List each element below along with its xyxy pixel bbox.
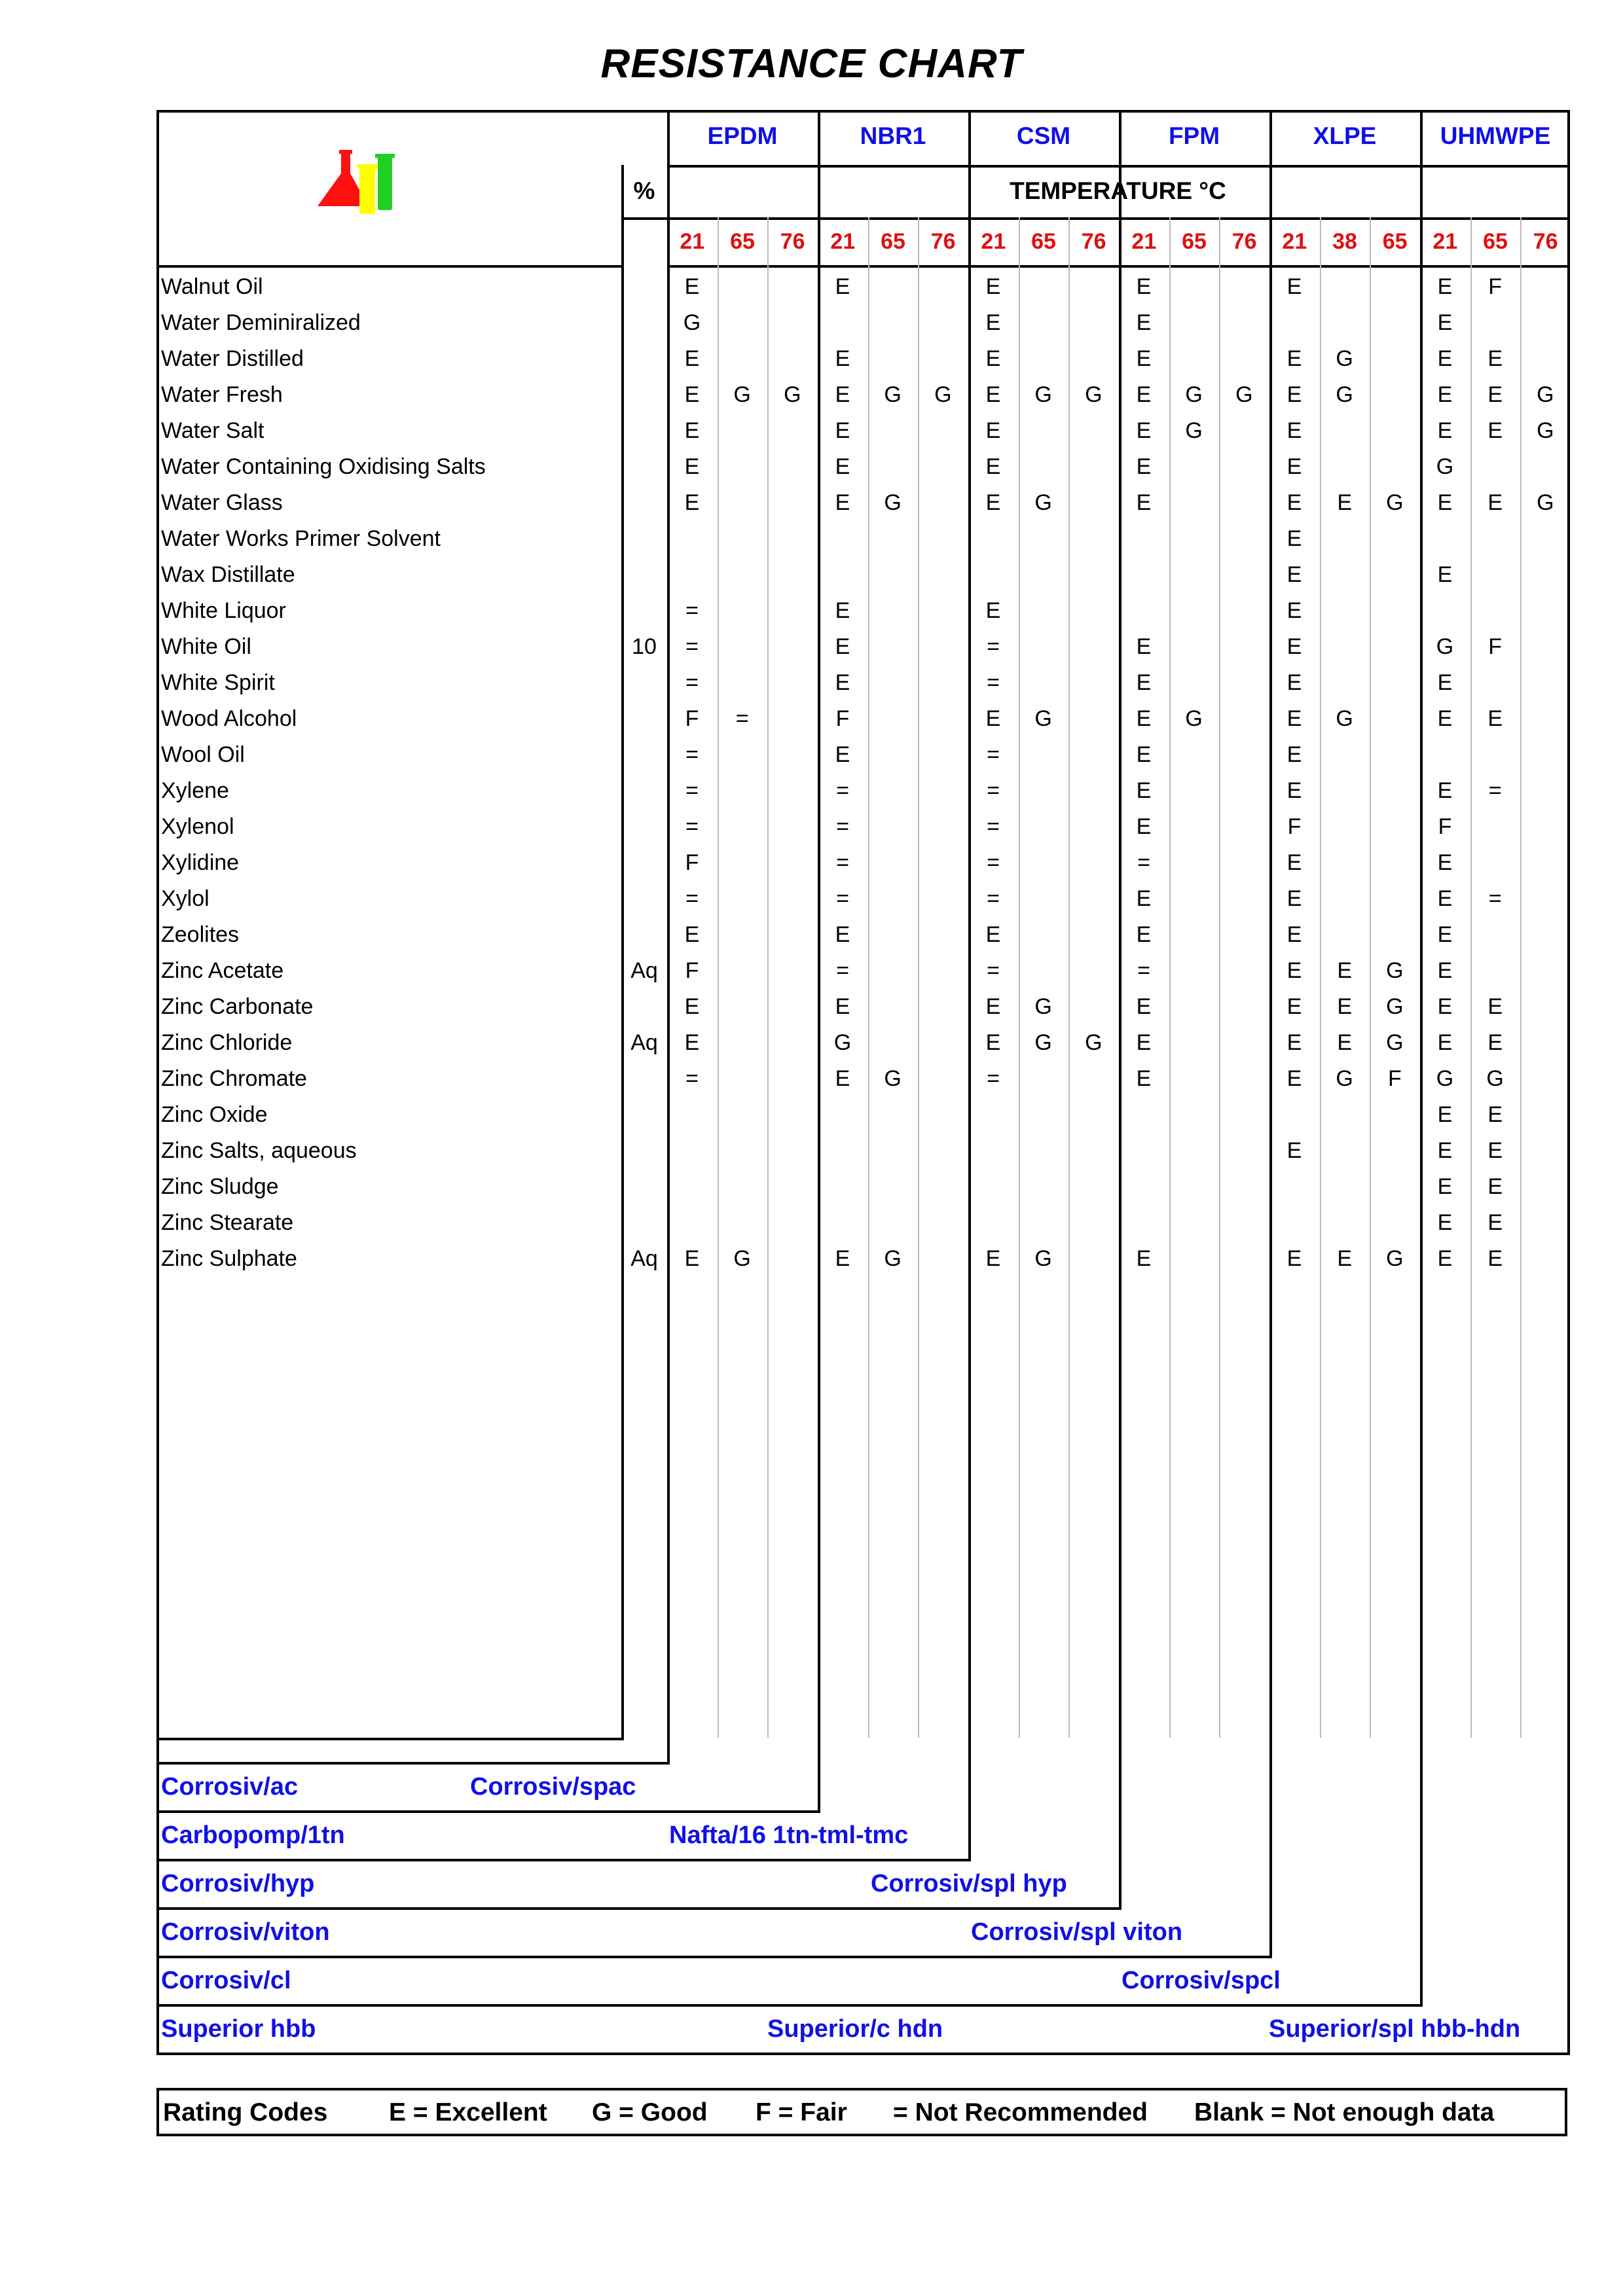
rating-cell: E — [1437, 562, 1453, 587]
rating-cell: G — [683, 310, 701, 335]
rating-cell: = — [735, 706, 749, 731]
rating-cell: E — [684, 382, 700, 407]
rating-cell: G — [1537, 382, 1554, 407]
temperature-label: 76 — [1081, 229, 1106, 254]
rating-cell: G — [1386, 994, 1404, 1019]
rating-cell: E — [835, 634, 850, 659]
rating-cell: E — [1136, 814, 1152, 839]
rating-cell: E — [1286, 850, 1302, 875]
rating-cell: E — [835, 418, 850, 443]
rating-cell: E — [1286, 1138, 1302, 1163]
rating-cell: E — [835, 742, 850, 767]
rating-cell: E — [1136, 418, 1152, 443]
chemical-name: Xylol — [161, 886, 210, 911]
rating-cell: E — [1286, 490, 1302, 515]
temperature-label: 21 — [981, 229, 1006, 254]
rating-cell: E — [1437, 274, 1453, 299]
rating-cell: = — [987, 886, 1000, 911]
rating-cell: E — [985, 1030, 1001, 1055]
rating-cell: E — [985, 598, 1001, 623]
rating-cell: E — [1487, 1102, 1503, 1127]
chemical-name: Water Salt — [161, 418, 264, 443]
reference-code: Corrosiv/spcl — [1122, 1967, 1281, 1994]
rating-cell: E — [1437, 1174, 1453, 1199]
rating-cell: F — [1287, 814, 1302, 839]
rating-cell: E — [985, 706, 1001, 731]
rating-cell: = — [987, 1066, 1000, 1091]
rating-cell: G — [1034, 1030, 1052, 1055]
rating-cell: E — [1136, 670, 1152, 695]
rating-cell: G — [1034, 382, 1052, 407]
rating-cell: E — [1437, 1246, 1453, 1271]
rating-cell: E — [835, 994, 850, 1019]
rating-cell: E — [1136, 994, 1152, 1019]
chemical-name: Zinc Carbonate — [161, 994, 314, 1019]
rating-cell: E — [1487, 1138, 1503, 1163]
rating-cell: E — [1286, 778, 1302, 803]
rating-cell: = — [987, 958, 1000, 983]
temperature-header: TEMPERATURE °C — [1010, 177, 1226, 204]
rating-cell: F — [1488, 634, 1503, 659]
rating-cell: E — [985, 418, 1001, 443]
rating-cell: G — [884, 1066, 902, 1091]
rating-cell: G — [884, 1246, 902, 1271]
rating-cell: E — [1286, 994, 1302, 1019]
temperature-label: 76 — [780, 229, 805, 254]
rating-cell: E — [1337, 994, 1352, 1019]
rating-cell: E — [1437, 670, 1453, 695]
rating-codes-legend — [156, 2088, 1567, 2136]
chemical-name: Wool Oil — [161, 742, 245, 767]
chemical-name: Wax Distillate — [161, 562, 295, 587]
rating-cell: E — [1286, 1066, 1302, 1091]
concentration-value: Aq — [630, 1030, 658, 1055]
rating-cell: = — [1137, 850, 1150, 875]
reference-code: Corrosiv/spac — [470, 1773, 636, 1801]
rating-cell: E — [1286, 1030, 1302, 1055]
rating-cell: E — [1487, 490, 1503, 515]
rating-cell: E — [1286, 526, 1302, 551]
rating-cell: E — [684, 418, 700, 443]
rating-cell: = — [987, 742, 1000, 767]
rating-cell: E — [1437, 418, 1453, 443]
temperature-label: 65 — [1031, 229, 1056, 254]
rating-cell: E — [684, 274, 700, 299]
rating-cell: = — [836, 958, 849, 983]
rating-cell: = — [836, 886, 849, 911]
rating-cell: E — [985, 1246, 1001, 1271]
rule-line — [868, 217, 869, 1738]
rating-cell: E — [1286, 1246, 1302, 1271]
rule-line — [1019, 217, 1020, 1738]
rule-line — [1068, 217, 1070, 1738]
rating-cell: G — [1185, 382, 1203, 407]
rating-cell: G — [1486, 1066, 1504, 1091]
legend-not-recommended: = Not Recommended — [893, 2098, 1148, 2126]
rating-cell: G — [1336, 382, 1353, 407]
rating-cell: = — [836, 814, 849, 839]
rating-cell: E — [1286, 634, 1302, 659]
material-header-uhmwpe: UHMWPE — [1440, 122, 1551, 149]
rating-cell: F — [685, 958, 699, 983]
rating-cell: G — [1386, 1246, 1404, 1271]
rating-cell: E — [1437, 994, 1453, 1019]
rule-line — [621, 165, 624, 1738]
chemical-name: Zinc Chromate — [161, 1066, 307, 1091]
rating-cell: E — [985, 310, 1001, 335]
rating-cell: E — [1437, 1210, 1453, 1235]
rule-line — [767, 217, 769, 1738]
rating-cell: E — [1337, 490, 1352, 515]
rating-cell: E — [1136, 922, 1152, 947]
rating-cell: = — [987, 778, 1000, 803]
rating-cell: E — [1286, 562, 1302, 587]
rule-line — [156, 2004, 1423, 2007]
rating-cell: = — [1137, 958, 1150, 983]
rating-cell: = — [685, 670, 699, 695]
legend-fair: F = Fair — [756, 2098, 847, 2126]
rating-cell: G — [1436, 454, 1454, 479]
rating-cell: E — [1487, 706, 1503, 731]
rating-cell: = — [685, 598, 699, 623]
rating-cell: = — [685, 778, 699, 803]
chemical-name: Water Fresh — [161, 382, 283, 407]
page-title: RESISTANCE CHART — [600, 41, 1023, 86]
rule-line — [156, 1907, 1122, 1910]
rule-line — [156, 1859, 971, 1861]
chemical-name: Zinc Acetate — [161, 958, 284, 983]
chemical-name: Xylene — [161, 778, 229, 803]
rating-cell: E — [1437, 1138, 1453, 1163]
rating-cell: G — [733, 1246, 751, 1271]
rating-cell: E — [835, 490, 850, 515]
chemical-name: Zinc Stearate — [161, 1210, 294, 1235]
chemical-name: Walnut Oil — [161, 274, 263, 299]
legend-blank: Blank = Not enough data — [1194, 2098, 1495, 2126]
rating-cell: E — [684, 1246, 700, 1271]
rating-cell: E — [1286, 742, 1302, 767]
rating-cell: E — [1286, 670, 1302, 695]
rating-cell: = — [685, 634, 699, 659]
reference-code: Superior hbb — [161, 2015, 316, 2043]
rating-cell: F — [685, 706, 699, 731]
rating-cell: E — [1136, 886, 1152, 911]
rating-cell: E — [1487, 418, 1503, 443]
rating-cell: E — [1286, 922, 1302, 947]
rating-cell: G — [1085, 382, 1103, 407]
reference-code: Corrosiv/spl hyp — [871, 1870, 1067, 1897]
concentration-value: Aq — [630, 1246, 658, 1271]
rating-cell: G — [1185, 418, 1203, 443]
rating-cell: E — [1437, 706, 1453, 731]
rating-cell: G — [1336, 346, 1353, 371]
material-header-csm: CSM — [1016, 122, 1071, 149]
rating-cell: E — [1487, 382, 1503, 407]
rating-cell: G — [884, 382, 902, 407]
rating-cell: E — [1136, 1066, 1152, 1091]
rating-cell: F — [685, 850, 699, 875]
rating-cell: = — [685, 1066, 699, 1091]
rule-line — [718, 217, 719, 1738]
rating-cell: E — [1337, 1246, 1352, 1271]
rating-cell: E — [1286, 706, 1302, 731]
legend-good: G = Good — [592, 2098, 708, 2126]
rating-cell: E — [684, 1030, 700, 1055]
rating-cell: G — [1185, 706, 1203, 731]
rating-cell: G — [733, 382, 751, 407]
rating-cell: E — [1487, 994, 1503, 1019]
rating-cell: E — [1487, 346, 1503, 371]
rating-cell: G — [1085, 1030, 1103, 1055]
rating-cell: E — [1286, 454, 1302, 479]
chemical-name: Zinc Chloride — [161, 1030, 293, 1055]
chemical-name: White Liquor — [161, 598, 286, 623]
rating-cell: E — [1136, 706, 1152, 731]
rating-cell: E — [1437, 778, 1453, 803]
rating-cell: E — [1136, 742, 1152, 767]
rating-cell: E — [985, 382, 1001, 407]
rating-cell: G — [1034, 994, 1052, 1019]
chemical-name: White Oil — [161, 634, 251, 659]
rating-cell: E — [1286, 382, 1302, 407]
rating-cell: E — [1136, 634, 1152, 659]
rule-line — [156, 2053, 1570, 2055]
rating-cell: E — [835, 454, 850, 479]
reference-code: Superior/spl hbb-hdn — [1269, 2015, 1521, 2043]
chemical-name: Zinc Sulphate — [161, 1246, 297, 1271]
rating-cell: E — [1437, 346, 1453, 371]
rating-cell: = — [987, 814, 1000, 839]
rating-cell: G — [1537, 418, 1554, 443]
rating-cell: E — [1437, 1030, 1453, 1055]
reference-code: Corrosiv/spl viton — [971, 1918, 1183, 1946]
chemical-name: Zinc Oxide — [161, 1102, 268, 1127]
rating-cell: E — [1136, 274, 1152, 299]
rating-cell: G — [1386, 958, 1404, 983]
rating-cell: E — [684, 994, 700, 1019]
temperature-label: 65 — [1483, 229, 1508, 254]
rating-cell: G — [934, 382, 952, 407]
rating-cell: = — [685, 742, 699, 767]
rating-cell: G — [884, 490, 902, 515]
rating-cell: E — [1487, 1246, 1503, 1271]
chemical-name: Wood Alcohol — [161, 706, 297, 731]
rating-cell: E — [1437, 490, 1453, 515]
chemical-name: White Spirit — [161, 670, 275, 695]
rating-cell: E — [1286, 886, 1302, 911]
rating-cell: E — [684, 922, 700, 947]
rating-cell: E — [1286, 958, 1302, 983]
chemical-name: Water Distilled — [161, 346, 304, 371]
rating-cell: E — [684, 346, 700, 371]
rating-cell: G — [1386, 490, 1404, 515]
rating-cell: = — [836, 778, 849, 803]
rule-line — [156, 1810, 820, 1813]
rating-cell: E — [684, 454, 700, 479]
rating-cell: E — [1437, 850, 1453, 875]
legend-title: Rating Codes — [163, 2098, 328, 2126]
rule-line — [1219, 217, 1220, 1738]
rating-cell: E — [985, 274, 1001, 299]
rating-cell: E — [1437, 958, 1453, 983]
temperature-label: 38 — [1332, 229, 1357, 254]
chemical-name: Water Works Primer Solvent — [161, 526, 441, 551]
rating-cell: = — [1488, 886, 1502, 911]
temperature-label: 76 — [1533, 229, 1558, 254]
rating-cell: G — [1336, 1066, 1353, 1091]
reference-code: Corrosiv/hyp — [161, 1870, 315, 1897]
temperature-label: 65 — [881, 229, 905, 254]
rating-cell: E — [1286, 598, 1302, 623]
reference-code: Corrosiv/ac — [161, 1773, 299, 1801]
material-header-fpm: FPM — [1168, 122, 1220, 149]
concentration-value: 10 — [632, 634, 657, 659]
rule-line — [156, 1762, 670, 1765]
rating-cell: E — [1437, 1102, 1453, 1127]
rating-cell: G — [1436, 634, 1454, 659]
percent-header: % — [633, 177, 655, 204]
rating-cell: E — [985, 346, 1001, 371]
temperature-label: 65 — [1382, 229, 1408, 254]
rating-cell: E — [1136, 346, 1152, 371]
rating-cell: G — [1336, 706, 1353, 731]
rating-cell: E — [985, 922, 1001, 947]
rating-cell: E — [835, 274, 850, 299]
material-header-epdm: EPDM — [707, 122, 778, 149]
rating-cell: E — [1437, 382, 1453, 407]
rating-cell: = — [1488, 778, 1502, 803]
rule-line — [156, 1956, 1272, 1958]
material-header-xlpe: XLPE — [1313, 122, 1377, 149]
rating-cell: E — [1136, 1030, 1152, 1055]
rule-line — [156, 1738, 624, 1740]
rating-cell: F — [1387, 1066, 1402, 1091]
rating-cell: E — [1136, 778, 1152, 803]
rating-cell: E — [985, 490, 1001, 515]
rating-cell: F — [1488, 274, 1503, 299]
rating-cell: E — [1437, 886, 1453, 911]
chemical-name: Water Glass — [161, 490, 283, 515]
rule-line — [918, 217, 919, 1738]
rating-cell: E — [1337, 1030, 1352, 1055]
rating-cell: E — [835, 598, 850, 623]
rating-cell: E — [835, 346, 850, 371]
rating-cell: G — [784, 382, 801, 407]
material-header-nbr1: NBR1 — [860, 122, 926, 149]
temperature-label: 21 — [1131, 229, 1157, 254]
concentration-value: Aq — [630, 958, 658, 983]
reference-code: Corrosiv/viton — [161, 1918, 330, 1946]
rating-cell: = — [987, 634, 1000, 659]
rating-cell: E — [985, 994, 1001, 1019]
temperature-label: 76 — [1231, 229, 1257, 254]
rating-cell: E — [1337, 958, 1352, 983]
reference-code: Nafta/16 1tn-tml-tmc — [669, 1821, 909, 1849]
reference-code: Corrosiv/cl — [161, 1967, 291, 1994]
rating-cell: G — [1034, 706, 1052, 731]
rating-cell: = — [987, 670, 1000, 695]
rating-cell: E — [1437, 310, 1453, 335]
rating-cell: G — [1386, 1030, 1404, 1055]
rating-cell: E — [835, 382, 850, 407]
rating-cell: E — [1136, 454, 1152, 479]
temperature-label: 65 — [1182, 229, 1207, 254]
chemical-name: Zeolites — [161, 922, 240, 947]
rating-cell: G — [1034, 490, 1052, 515]
rating-cell: E — [1286, 274, 1302, 299]
rating-cell: G — [1235, 382, 1253, 407]
rating-cell: E — [1136, 382, 1152, 407]
legend-excellent: E = Excellent — [389, 2098, 547, 2126]
temperature-label: 21 — [830, 229, 856, 254]
rating-cell: = — [685, 814, 699, 839]
chemical-name: Water Containing Oxidising Salts — [161, 454, 486, 479]
chemical-name: Xylidine — [161, 850, 240, 875]
rating-cell: E — [835, 1246, 850, 1271]
reference-code: Superior/c hdn — [767, 2015, 943, 2043]
rating-cell: G — [1436, 1066, 1454, 1091]
rating-cell: = — [836, 850, 849, 875]
chemical-name: Water Deminiralized — [161, 310, 361, 335]
rating-cell: E — [1487, 1030, 1503, 1055]
rating-cell: F — [835, 706, 850, 731]
temperature-label: 21 — [1432, 229, 1458, 254]
chemical-name: Zinc Salts, aqueous — [161, 1138, 357, 1163]
rating-cell: E — [835, 922, 850, 947]
rating-cell: E — [1437, 922, 1453, 947]
rating-cell: E — [1136, 490, 1152, 515]
rating-cell: E — [835, 670, 850, 695]
rating-cell: E — [835, 1066, 850, 1091]
chemical-name: Xylenol — [161, 814, 234, 839]
rating-cell: = — [987, 850, 1000, 875]
chemical-name: Zinc Sludge — [161, 1174, 279, 1199]
rating-cell: E — [1286, 346, 1302, 371]
temperature-label: 21 — [1282, 229, 1307, 254]
rating-cell: F — [1438, 814, 1452, 839]
reference-code: Carbopomp/1tn — [161, 1821, 345, 1849]
rating-cell: E — [1487, 1210, 1503, 1235]
temperature-label: 65 — [730, 229, 755, 254]
rule-line — [156, 265, 621, 268]
rating-cell: = — [685, 886, 699, 911]
rating-cell: E — [985, 454, 1001, 479]
rating-cell: E — [1136, 1246, 1152, 1271]
rating-cell: E — [1286, 418, 1302, 443]
temperature-label: 76 — [930, 229, 956, 254]
rating-cell: E — [1487, 1174, 1503, 1199]
lab-flasks-icon — [318, 147, 409, 219]
rating-cell: G — [1537, 490, 1554, 515]
rating-cell: E — [684, 490, 700, 515]
rating-cell: E — [1136, 310, 1152, 335]
rating-cell: G — [1034, 1246, 1052, 1271]
rating-cell: G — [833, 1030, 852, 1055]
temperature-label: 21 — [680, 229, 705, 254]
